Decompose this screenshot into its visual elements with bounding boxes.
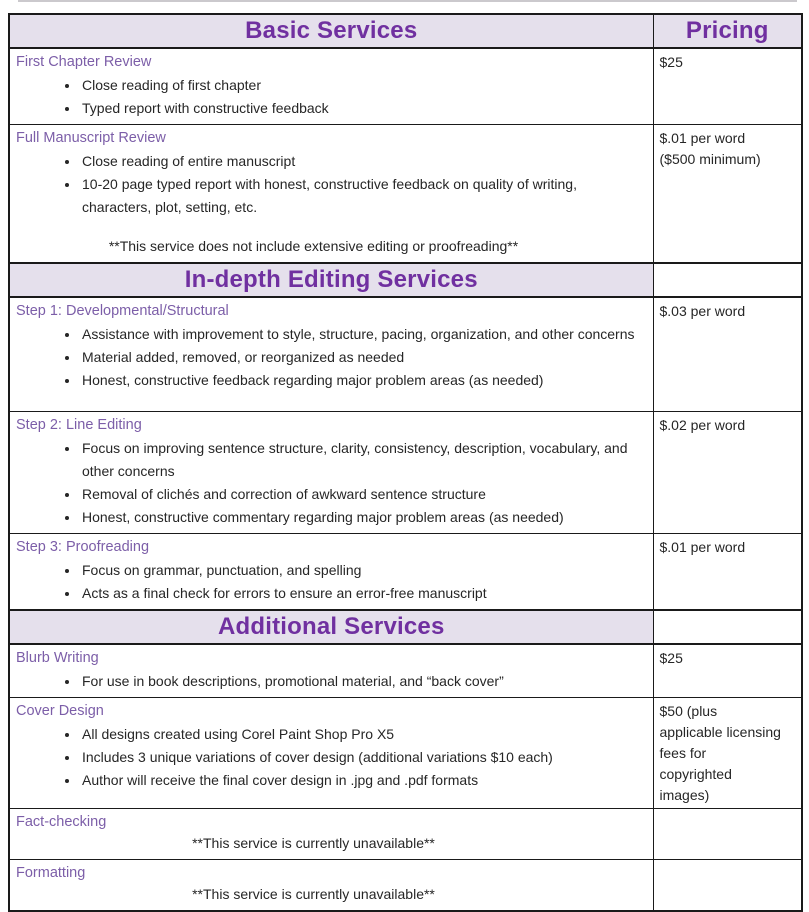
services-pricing-table — [8, 13, 803, 912]
price-cell — [653, 809, 802, 860]
section-title: Basic Services — [245, 17, 418, 44]
section-title: Additional Services — [217, 613, 445, 640]
bullet-item: • Assistance with improvement to style, structure, pacing, organization, and other concerns — [80, 323, 635, 346]
service-row — [9, 698, 802, 809]
section-header-cell — [9, 610, 653, 644]
bullet-item: • Close reading of entire manuscript — [80, 150, 635, 173]
bullet-item: • Author will receive the final cover design in .jpg and .pdf formats — [80, 769, 635, 792]
price-cell — [653, 48, 802, 125]
section-header-pricing-cell — [653, 263, 802, 297]
service-cell — [9, 297, 653, 412]
service-row — [9, 125, 802, 264]
service-title: Formatting — [16, 865, 86, 881]
service-cell — [9, 125, 653, 264]
price-cell — [653, 644, 802, 698]
scan-edge-artifact — [18, 0, 797, 2]
section-header-pricing-cell — [653, 610, 802, 644]
bullet-item: • Typed report with constructive feedback — [80, 97, 635, 120]
service-title: Cover Design — [16, 703, 104, 719]
bullet-item: • Includes 3 unique variations of cover design (additional variations $10 each) — [80, 746, 635, 769]
price-text: $.01 per word ($500 minimum) — [659, 130, 761, 167]
price-cell — [653, 297, 802, 412]
service-row — [9, 644, 802, 698]
service-note: **This service is currently unavailable** — [192, 835, 435, 851]
service-title: First Chapter Review — [16, 54, 152, 70]
bullet-item: • Removal of clichés and correction of awkward sentence structure — [80, 483, 635, 506]
service-row — [9, 860, 802, 912]
service-bullets — [16, 670, 635, 693]
section-header-cell — [9, 263, 653, 297]
section-header-cell — [9, 14, 653, 48]
service-bullets — [16, 323, 635, 392]
service-cell — [9, 412, 653, 534]
bullet-item: • 10-20 page typed report with honest, constructive feedback on quality of writing, characters, plot, setting, etc. — [80, 173, 635, 219]
service-cell — [9, 860, 653, 912]
service-title: Fact-checking — [16, 814, 107, 830]
service-title: Full Manuscript Review — [16, 130, 166, 146]
bullet-item: • All designs created using Corel Paint Shop Pro X5 — [80, 723, 635, 746]
service-cell — [9, 48, 653, 125]
bullet-item: • Material added, removed, or reorganized as needed — [80, 346, 635, 369]
service-bullets — [16, 437, 635, 529]
price-text: $.03 per word — [659, 303, 746, 319]
price-text: $.01 per word — [659, 539, 746, 555]
price-cell — [653, 412, 802, 534]
service-row — [9, 412, 802, 534]
service-cell — [9, 644, 653, 698]
service-note: **This service does not include extensive editing or proofreading** — [108, 238, 519, 254]
price-text: $50 (plus applicable licensing fees for copyrighted images) — [659, 703, 781, 803]
price-cell — [653, 860, 802, 912]
bullet-item: • Honest, constructive feedback regarding major problem areas (as needed) — [80, 369, 635, 392]
service-cell — [9, 534, 653, 611]
service-bullets — [16, 723, 635, 792]
bullet-item: • For use in book descriptions, promotional material, and “back cover” — [80, 670, 635, 693]
service-title: Step 1: Developmental/Structural — [16, 303, 229, 319]
section-title: In-depth Editing Services — [184, 266, 478, 293]
bullet-item: • Honest, constructive commentary regarding major problem areas (as needed) — [80, 506, 635, 529]
service-title: Step 3: Proofreading — [16, 539, 150, 555]
price-cell — [653, 534, 802, 611]
bullet-item: • Close reading of first chapter — [80, 74, 635, 97]
price-text: $25 — [659, 54, 683, 70]
bullet-item: • Focus on grammar, punctuation, and spelling — [80, 559, 635, 582]
price-text: $25 — [659, 650, 683, 666]
service-row — [9, 297, 802, 412]
service-row — [9, 48, 802, 125]
service-title: Blurb Writing — [16, 650, 99, 666]
service-note: **This service is currently unavailable** — [192, 886, 435, 902]
section-header-pricing-cell — [653, 14, 802, 48]
price-cell — [653, 125, 802, 264]
price-cell — [653, 698, 802, 809]
service-cell — [9, 698, 653, 809]
section-header-row — [9, 610, 802, 644]
service-cell — [9, 809, 653, 860]
pricing-column-header: Pricing — [685, 17, 769, 44]
bullet-item: • Focus on improving sentence structure, clarity, consistency, description, vocabulary, and other concerns — [80, 437, 635, 483]
service-bullets — [16, 559, 635, 605]
service-row — [9, 809, 802, 860]
service-row — [9, 534, 802, 611]
service-title: Step 2: Line Editing — [16, 417, 142, 433]
service-bullets — [16, 150, 635, 219]
service-bullets — [16, 74, 635, 120]
section-header-row — [9, 263, 802, 297]
price-text: $.02 per word — [659, 417, 746, 433]
bullet-item: • Acts as a final check for errors to ensure an error-free manuscript — [80, 582, 635, 605]
section-header-row — [9, 14, 802, 48]
